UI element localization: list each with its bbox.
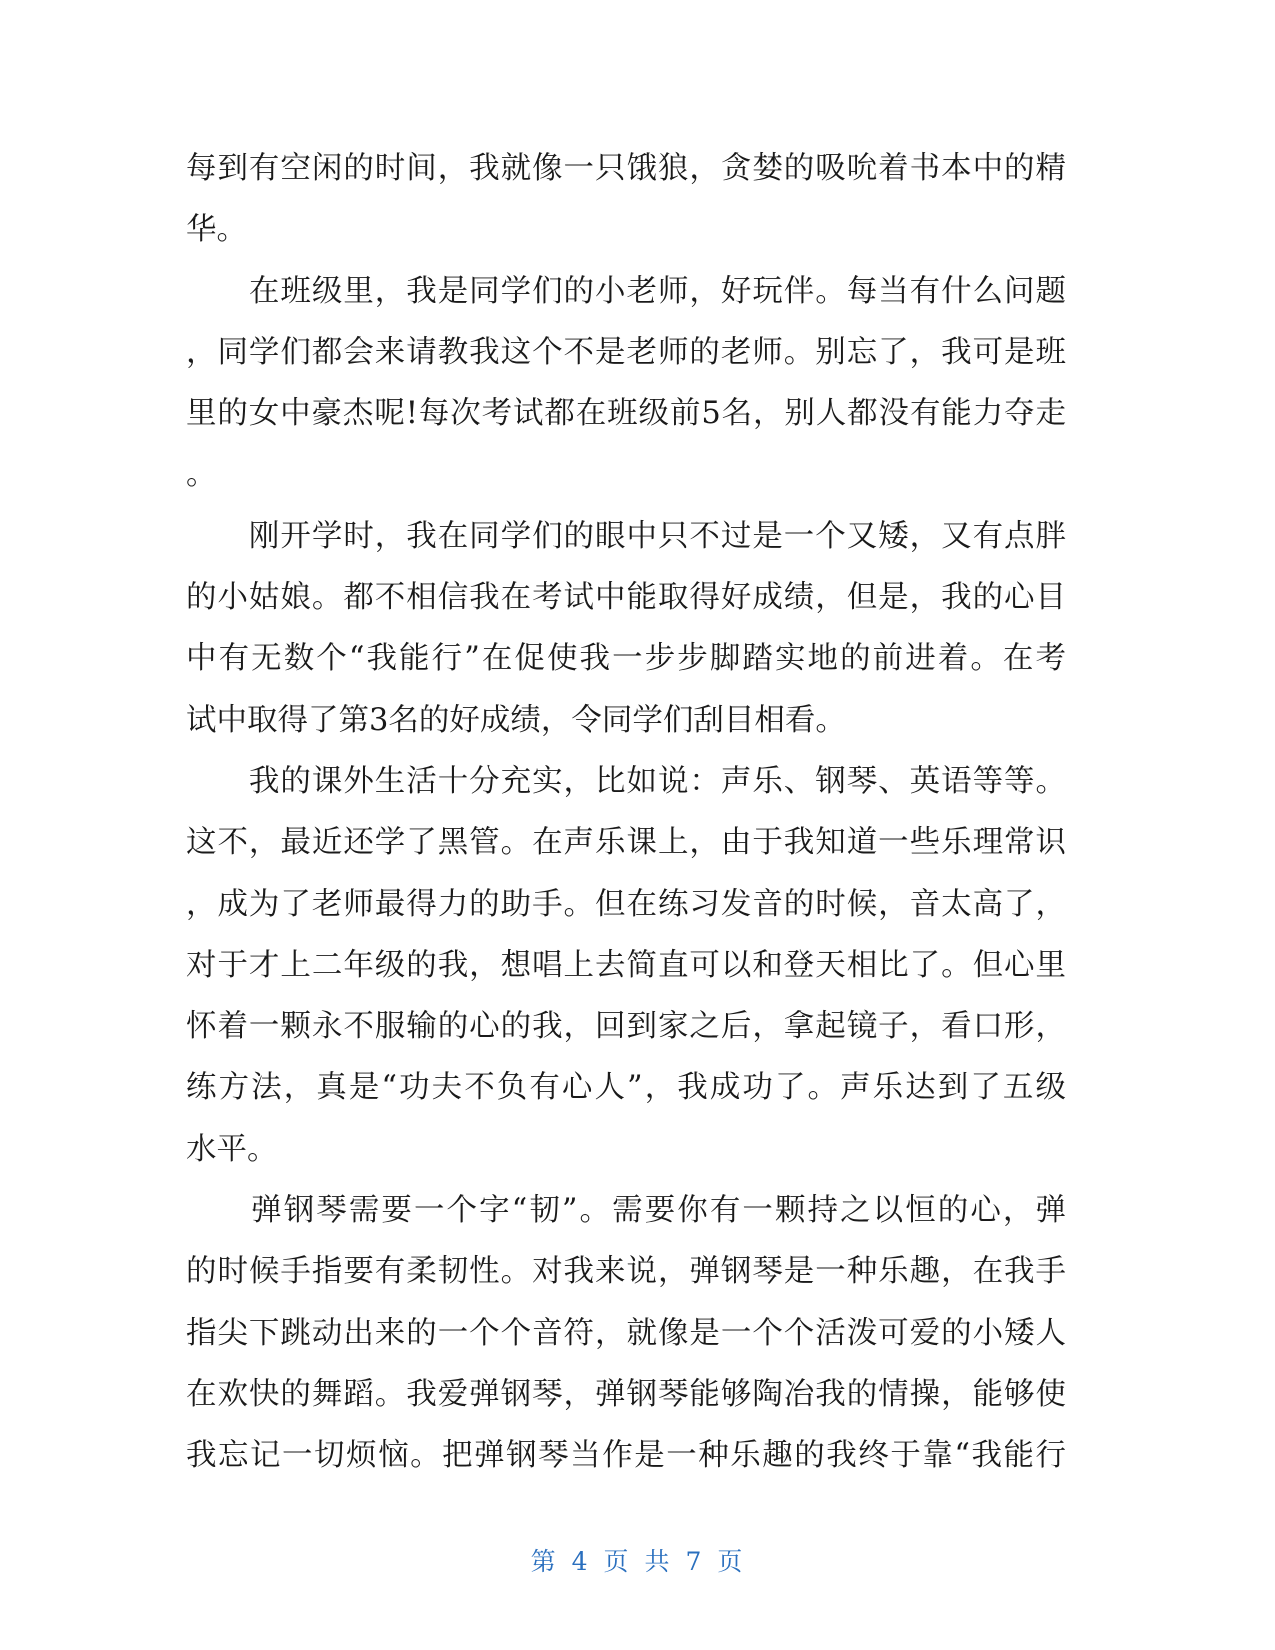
text-line: 刚开学时，我在同学们的眼中只不过是一个又矮，又有点胖 (186, 518, 1066, 554)
text-line: 在欢快的舞蹈。我爱弹钢琴，弹钢琴能够陶冶我的情操，能够使 (186, 1376, 1066, 1412)
text-line: 中有无数个“我能行”在促使我一步步脚踏实地的前进着。在考 (186, 641, 1066, 677)
text-line: 。 (186, 457, 217, 493)
text-line: 的小姑娘。都不相信我在考试中能取得好成绩，但是，我的心目 (186, 580, 1066, 616)
text-line: 我忘记一切烦恼。把弹钢琴当作是一种乐趣的我终于靠“我能行 (186, 1438, 1066, 1474)
text-line: 在班级里，我是同学们的小老师，好玩伴。每当有什么问题 (186, 273, 1066, 309)
text-line: 华。 (186, 212, 247, 248)
text-line: 的时候手指要有柔韧性。对我来说，弹钢琴是一种乐趣，在我手 (186, 1254, 1066, 1290)
text-line: ，成为了老师最得力的助手。但在练习发音的时候，音太高了， (186, 886, 1066, 922)
text-line: 这不，最近还学了黑管。在声乐课上，由于我知道一些乐理常识 (186, 825, 1066, 861)
text-line: 指尖下跳动出来的一个个音符，就像是一个个活泼可爱的小矮人 (186, 1315, 1066, 1351)
text-line: 弹钢琴需要一个字“韧”。需要你有一颗持之以恒的心，弹 (186, 1193, 1066, 1229)
page-footer (0, 1542, 1275, 1578)
text-line: 练方法，真是“功夫不负有心人”，我成功了。声乐达到了五级 (186, 1070, 1066, 1106)
text-line: 我的课外生活十分充实，比如说：声乐、钢琴、英语等等。 (186, 763, 1066, 799)
text-line: 每到有空闲的时间，我就像一只饿狼，贪婪的吸吮着书本中的精 (186, 151, 1066, 186)
text-line: ，同学们都会来请教我这个不是老师的老师。别忘了，我可是班 (186, 334, 1066, 370)
text-line: 怀着一颗永不服输的心的我，回到家之后，拿起镜子，看口形， (186, 1009, 1066, 1045)
document-body (186, 138, 1066, 1487)
footer-label-total: 共 (644, 1547, 672, 1576)
footer-label-of: 页 (603, 1547, 631, 1576)
total-pages-number: 7 (685, 1547, 704, 1576)
text-line: 水平。 (186, 1131, 278, 1167)
footer-label-page: 第 (530, 1547, 558, 1576)
current-page-number: 4 (571, 1547, 590, 1576)
text-line: 对于才上二年级的我，想唱上去简直可以和登天相比了。但心里 (186, 947, 1066, 983)
text-line: 试中取得了第3名的好成绩，令同学们刮目相看。 (186, 702, 846, 738)
footer-label-end: 页 (717, 1547, 745, 1576)
text-line: 里的女中豪杰呢!每次考试都在班级前5名，别人都没有能力夺走 (186, 396, 1066, 432)
